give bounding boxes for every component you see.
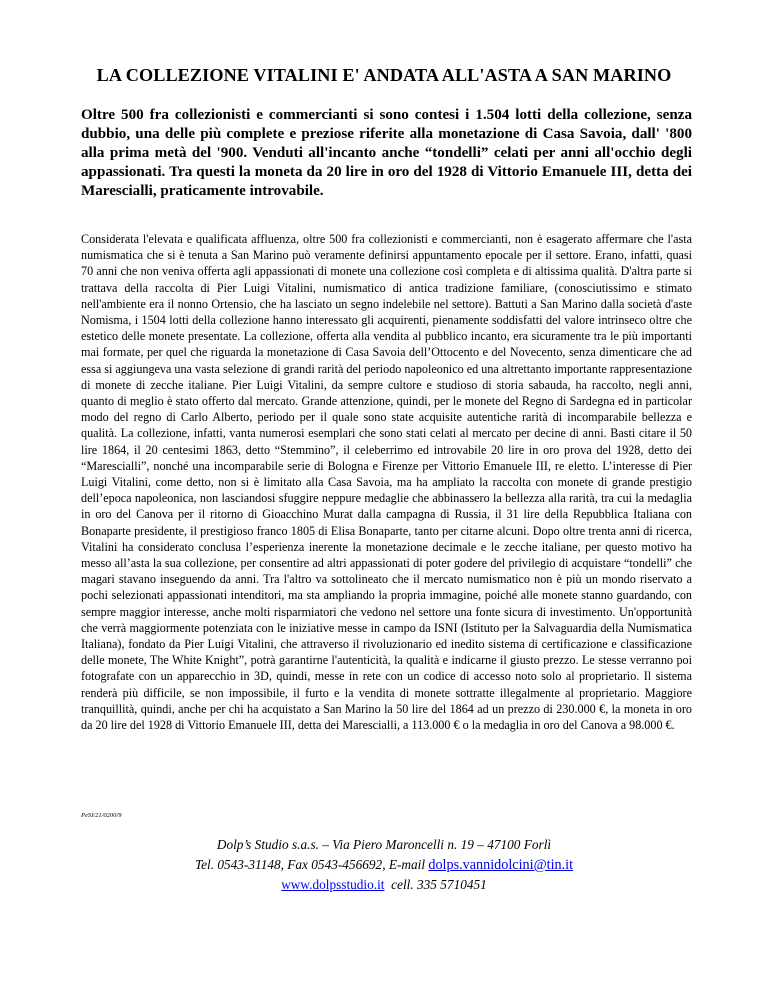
article-body: Considerata l'elevata e qualificata affluenza, oltre 500 fra collezionisti e commercianti, non è esagerato affermare che l'asta numismatica che si è tenuta a San Marino può veramente definirsi appuntamento epocale per il settore. Erano, infatti, quasi 70 anni che non veniva offerta agli appassionati di monete una collezione così completa e di altissima qualità. D'altra parte si trattava della raccolta di Pier Luigi Vitalini, numismatico di antica tradizione familiare, (conosciutissimo e stimato nell'ambiente era il nonno Ortensio, che ha lasciato un segno indelebile nel settore). Battuti a San Marino dalla società d'aste Nomisma, i 1504 lotti della collezione hanno interessato gli acquirenti, pienamente soddisfatti del valore intrinseco oltre che estetico delle monete presentate. La collezione, offerta alla vendita al pubblico incanto, era sicuramente tra le più importanti mai formate, per quel che riguarda la monetazione di Casa Savoia dell’Ottocento e del Novecento, senza dimenticare che ad essa si aggiungeva una vasta selezione di grandi rarità del periodo napoleonico ed una altrettanto importante rappresentazione di monete di zecche italiane. Pier Luigi Vitalini, da sempre cultore e studioso di storia sabauda, ha raccolto, negli anni, quanto di meglio è stato offerto dal mercato. Grande attenzione, quindi, per le monete del Regno di Sardegna ed in particolar modo del regno di Carlo Alberto, periodo per il quale sono state acquisite autentiche rarità di incomparabile bellezza e qualità. La collezione, infatti, vanta numerosi esemplari che sono stati celati al mercato per decine di anni. Basti citare il 50 lire 1864, il 20 centesimi 1863, detto “Stemmino”, il celeberrimo ed introvabile 20 lire in oro prova del 1928, detto dei “Marescialli”, nonché una incomparabile serie di Bologna e Firenze per Vittorio Emanuele III, re eletto. L’interesse di Pier Luigi Vitalini, come detto, non si è limitato alla Casa Savoia, ma ha ampliato la raccolta con monete di grande prestigio dell’epoca napoleonica, non lasciandosi sfuggire neppure medaglie che abbinassero la bellezza alla rarità, tra cui la medaglia in oro del Canova per il ritorno di Gioacchino Murat dalla campagna di Russia, il 31 lire della Repubblica Italiana con Bonaparte presidente, il prestigioso franco 1805 di Elisa Bonaparte, tanto per citarne alcuni. Dopo oltre trenta anni di ricerca, Vitalini ha considerato conclusa l’esperienza inerente la monetazione decimale e le zecche italiane, per questo motivo ha messo all’asta la sua collezione, per consentire ad altri appassionati di poter godere del privilegio di acquistare “tondelli” che magari stavano inseguendo da anni. Tra l'altro va sottolineato che il mercato numismatico non è più un mondo riservato a pochi selezionati appassionati intenditori, ma sta ampliando la propria immagine, poiché alle monete stanno guardando, con sempre maggior interesse, anche molti risparmiatori che vedono nel settore una fonte sicura di investimento. Un'opportunità che verrà maggiormente potenziata con le iniziative messe in campo da ISNI (Istituto per la Salvaguardia della Numismatica Italiana), fondato da Pier Luigi Vitalini, che attraverso il rivoluzionario ed inedito sistema di certificazione e classificazione delle monete, The White Knight”, potrà garantirne l'autenticità, la qualità e indicarne il giusto prezzo. Le stesse verranno poi fotografate con un apparecchio in 3D, quindi, messe in rete con un codice di accesso noto solo al proprietario. Il sistema renderà più difficile, se non impossibile, il furto e la vendita di monete sottratte illegalmente al proprietario. Maggiore tranquillità, quindi, anche per chi ha acquistato a San Marino la 50 lire del 1864 ad un prezzo di 230.000 €, la moneta in oro da 20 lire del 1928 di Vittorio Emanuele III, detta dei Marescialli, a 113.000 € o la medaglia in oro del Canova a 98.000 €. [81, 232, 692, 733]
footer-address: Dolp’s Studio s.a.s. – Via Piero Maroncelli n. 19 – 47100 Forlì [216, 837, 552, 852]
footer-phone-fax: Tel. 0543-31148, Fax 0543-456692, E-mail [194, 857, 429, 872]
article-title: LA COLLEZIONE VITALINI E' ANDATA ALL'ASTA A SAN MARINO [96, 65, 672, 85]
footer-cell: cell. 335 5710451 [391, 877, 487, 892]
article-lead: Oltre 500 fra collezionisti e commercianti si sono contesi i 1.504 lotti della collezione, senza dubbio, una delle più complete e preziose riferite alla monetazione di Casa Savoia, dall' '800 alla prima metà del '900. Venduti all'incanto anche “tondelli” celati per anni all'occhio degli appassionati. Tra questi la moneta da 20 lire in oro del 1928 di Vittorio Emanuele III, detta dei Marescialli, praticamente introvabile. [81, 107, 692, 199]
email-link[interactable]: dolps.vannidolcini@tin.it [428, 857, 574, 873]
footer-web-line [60, 875, 708, 895]
contact-footer [60, 835, 708, 895]
footer-contact-line [60, 855, 708, 875]
website-link[interactable]: www.dolpsstudio.it [281, 877, 385, 892]
document-code: PeSI/21/0200/9 [81, 812, 122, 819]
footer-address-line [60, 835, 708, 855]
